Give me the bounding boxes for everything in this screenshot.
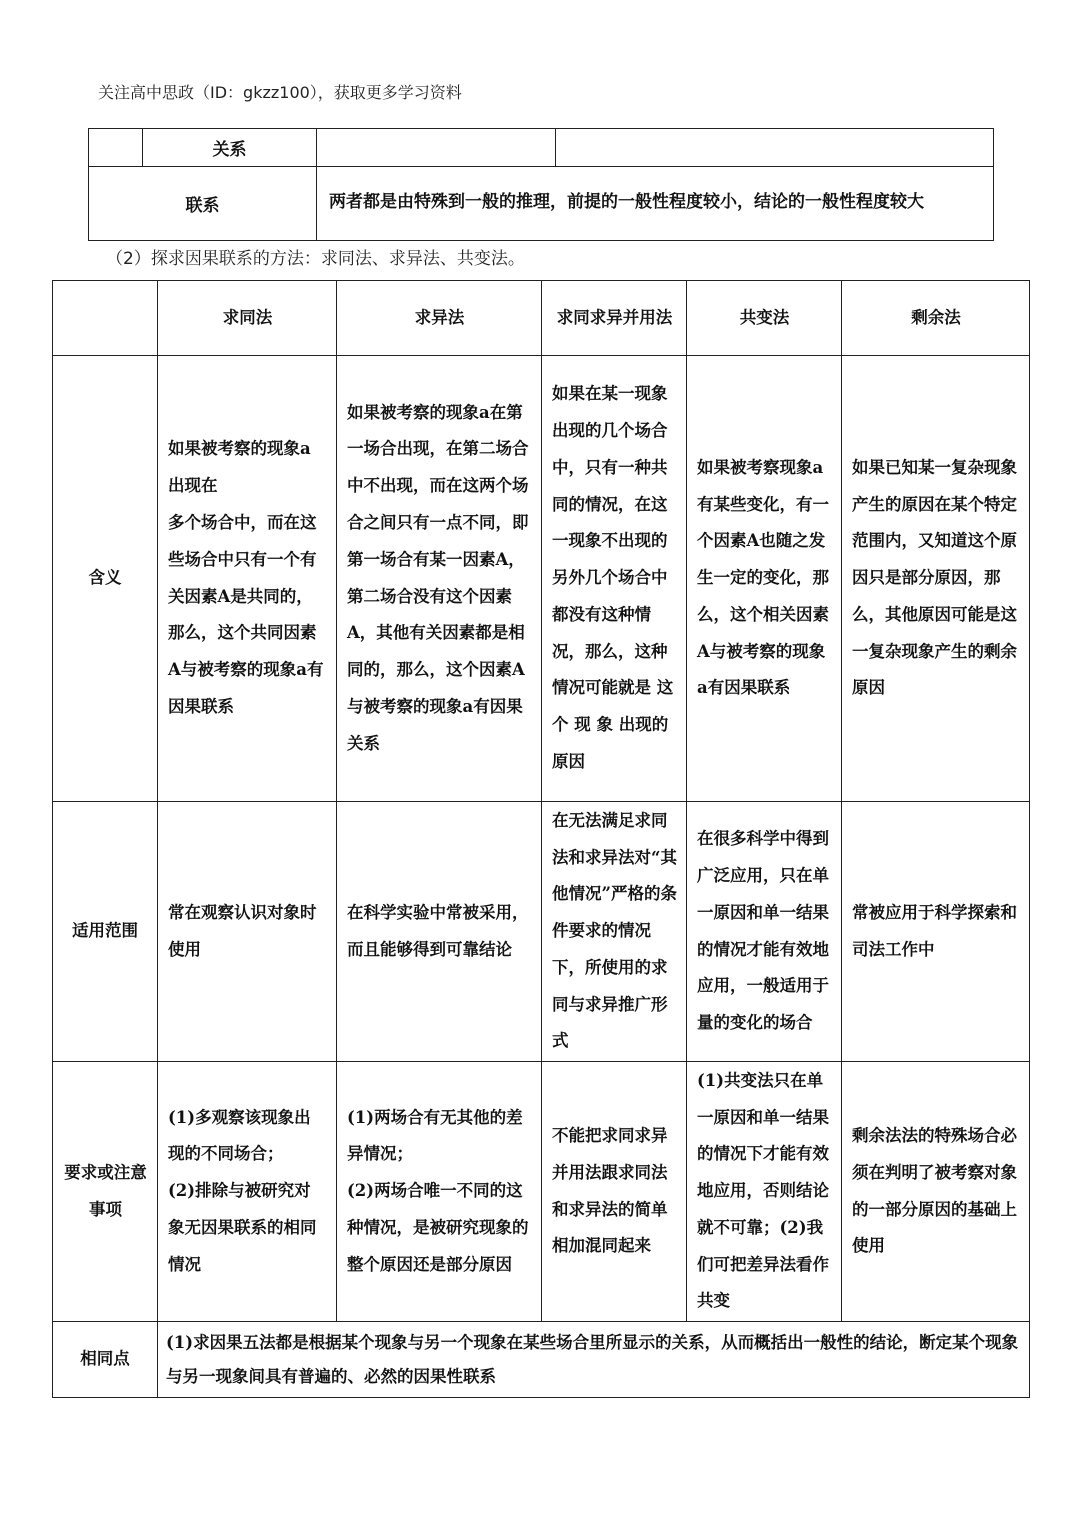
- common-row: [53, 1322, 1030, 1398]
- relation-row: [89, 129, 994, 167]
- table-cell: 在无法满足求同法和求异法对“其他情况”严格的条件要求的情况下，所使用的求同与求异推广形式: [542, 802, 687, 1062]
- relation-label: 关系: [143, 129, 317, 167]
- header-row: [53, 281, 1030, 356]
- table-cell: 在很多科学中得到广泛应用，只在单一原因和单一结果的情况才能有效地应用，一般适用于量的变化的场合: [687, 802, 842, 1062]
- table-cell: 如果在某一现象出现的几个场合中，只有一种共同的情况，在这一现象不出现的另外几个场合中都没有这种情况，那么，这种情况可能就是 这 个 现 象 出现的原因: [542, 356, 687, 802]
- table-cell: 如果被考察现象a有某些变化，有一个因素A也随之发生一定的变化，那么，这个相关因素A与被考察的现象a有因果联系: [687, 356, 842, 802]
- table-cell: (1)多观察该现象出现的不同场合； (2)排除与被研究对象无因果联系的相同情况: [158, 1062, 337, 1322]
- blank-cell: [53, 281, 158, 356]
- comparison-table: [88, 128, 994, 241]
- row-label: 要求或注意事项: [53, 1062, 158, 1322]
- common-label: 相同点: [53, 1322, 158, 1398]
- table-row: [53, 356, 1030, 802]
- table-cell: 如果已知某一复杂现象产生的原因在某个特定范围内，又知道这个原因只是部分原因，那么，其他原因可能是这一复杂现象产生的剩余原因: [842, 356, 1030, 802]
- row-label: 含义: [53, 356, 158, 802]
- row-label: 适用范围: [53, 802, 158, 1062]
- column-header: 求同法: [158, 281, 337, 356]
- connection-label: 联系: [89, 167, 317, 241]
- section-subtitle: （2）探求因果联系的方法：求同法、求异法、共变法。: [106, 249, 525, 269]
- connection-text: 两者都是由特殊到一般的推理，前提的一般性程度较小，结论的一般性程度较大: [317, 167, 994, 241]
- table-cell: 常被应用于科学探索和司法工作中: [842, 802, 1030, 1062]
- table-cell: 剩余法法的特殊场合必须在判明了被考察对象的一部分原因的基础上使用: [842, 1062, 1030, 1322]
- blank-cell: [89, 129, 143, 167]
- column-header: 剩余法: [842, 281, 1030, 356]
- table-cell: (1)共变法只在单一原因和单一结果的情况下才能有效地应用，否则结论就不可靠；(2)我们可把差异法看作共变: [687, 1062, 842, 1322]
- table-cell: (1)两场合有无其他的差异情况； (2)两场合唯一不同的这种情况，是被研究现象的整个原因还是部分原因: [337, 1062, 542, 1322]
- table-cell: 如果被考察的现象a出现在 多个场合中，而在这些场合中只有一个有关因素A是共同的，那么，这个共同因素A与被考察的现象a有因果联系: [158, 356, 337, 802]
- common-text: (1)求因果五法都是根据某个现象与另一个现象在某些场合里所显示的关系，从而概括出一般性的结论，断定某个现象与另一现象间具有普遍的、必然的因果性联系: [158, 1322, 1030, 1398]
- column-header: 求同求异并用法: [542, 281, 687, 356]
- column-header: 共变法: [687, 281, 842, 356]
- table-cell: 在科学实验中常被采用，而且能够得到可靠结论: [337, 802, 542, 1062]
- table-cell: 如果被考察的现象a在第一场合出现，在第二场合中不出现，而在这两个场合之间只有一点不同，即第一场合有某一因素A，第二场合没有这个因素A，其他有关因素都是相同的，那么，这个因素A与被考察的现象a有因果关系: [337, 356, 542, 802]
- blank-cell: [317, 129, 556, 167]
- table-cell: 常在观察认识对象时使用: [158, 802, 337, 1062]
- causal-methods-table: [52, 280, 1030, 1398]
- table-cell: 不能把求同求异并用法跟求同法和求异法的简单相加混同起来: [542, 1062, 687, 1322]
- header-note: 关注高中思政（ID：gkzz100），获取更多学习资料: [98, 83, 462, 102]
- connection-row: [89, 167, 994, 241]
- table-row: [53, 802, 1030, 1062]
- blank-cell: [556, 129, 994, 167]
- column-header: 求异法: [337, 281, 542, 356]
- table-row: [53, 1062, 1030, 1322]
